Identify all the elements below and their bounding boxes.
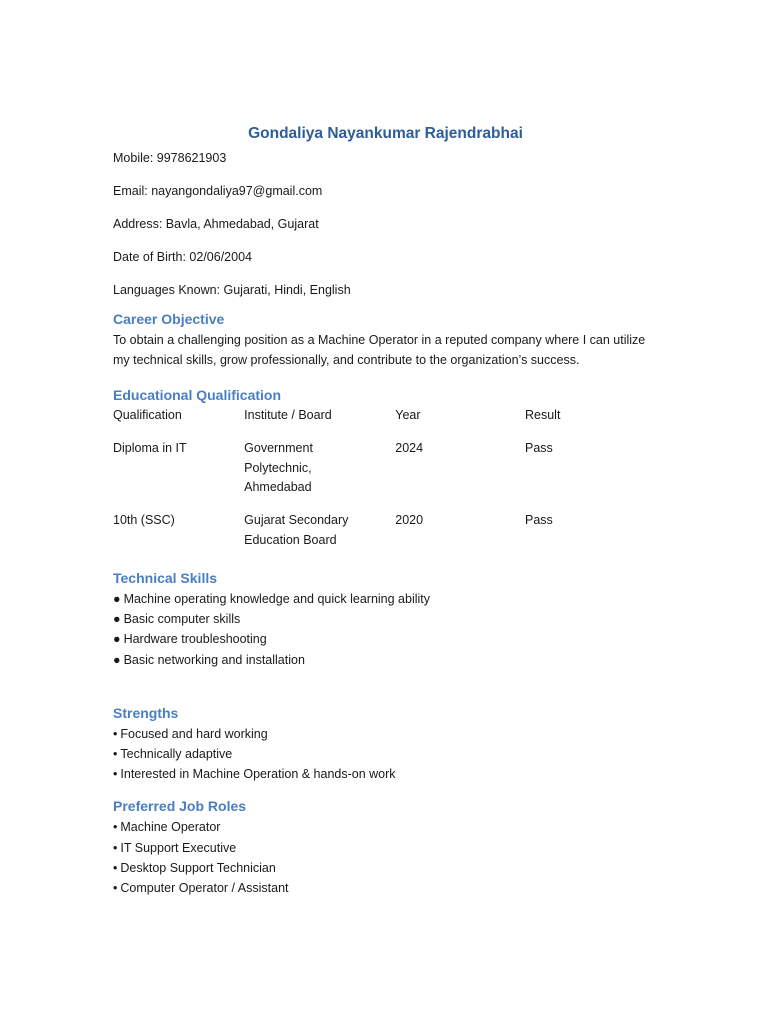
table-cell: Government Polytechnic, Ahmedabad — [244, 441, 313, 494]
table-cell: Diploma in IT — [113, 441, 187, 455]
list-item — [113, 878, 658, 898]
list-item-text: Focused and hard working — [120, 726, 268, 741]
candidate-name: Gondaliya Nayankumar Rajendrabhai — [248, 125, 523, 142]
column-header: Year — [395, 408, 421, 422]
technical-skills-heading: Technical Skills — [113, 570, 218, 586]
education-header-row — [113, 406, 658, 439]
education-table — [113, 406, 658, 569]
preferred-roles-heading: Preferred Job Roles — [113, 798, 247, 815]
list-item — [113, 589, 658, 609]
education-heading: Educational Qualification — [113, 387, 282, 403]
bullet-icon: • — [113, 820, 118, 835]
list-item — [113, 838, 658, 858]
bullet-icon: • — [113, 726, 118, 741]
bullet-icon: ● — [113, 632, 121, 647]
list-item — [113, 858, 658, 878]
dob-line: Date of Birth: 02/06/2004 — [113, 250, 252, 264]
bullet-icon: ● — [113, 652, 121, 667]
email-line: Email: nayangondaliya97@gmail.com — [113, 184, 323, 198]
bullet-icon: ● — [113, 592, 121, 606]
column-header: Qualification — [113, 408, 182, 422]
table-cell: 10th (SSC) — [113, 513, 175, 527]
list-item — [113, 724, 658, 744]
address-line: Address: Bavla, Ahmedabad, Gujarat — [113, 217, 319, 231]
preferred-roles-list — [113, 817, 658, 898]
list-item-text: Machine operating knowledge and quick learning ability — [123, 592, 431, 606]
career-objective-text: To obtain a challenging position as a Machine Operator in a reputed company where I can utilize my technical skills, grow professionally, and contribute to the organization’s success. — [113, 333, 646, 367]
table-cell: Pass — [524, 513, 553, 527]
table-row — [113, 511, 658, 569]
table-row — [113, 439, 658, 511]
list-item-text: Machine Operator — [120, 820, 221, 835]
list-item-text: Computer Operator / Assistant — [120, 881, 289, 896]
column-header: Institute / Board — [244, 408, 332, 422]
list-item-text: Basic computer skills — [123, 612, 241, 627]
list-item — [113, 650, 658, 670]
bullet-icon: • — [113, 747, 118, 762]
table-cell: Gujarat Secondary Education Board — [244, 513, 349, 547]
strengths-list — [113, 724, 658, 785]
list-item — [113, 609, 658, 629]
technical-skills-list — [113, 589, 658, 670]
list-item — [113, 817, 658, 837]
list-item-text: Interested in Machine Operation & hands-on work — [120, 767, 396, 782]
languages-line: Languages Known: Gujarati, Hindi, English — [113, 283, 351, 297]
list-item-text: Basic networking and installation — [123, 652, 305, 667]
list-item — [113, 764, 658, 784]
resume-page — [113, 124, 658, 898]
list-item-text: IT Support Executive — [120, 840, 237, 855]
list-item-text: Technically adaptive — [120, 747, 233, 762]
career-objective-heading: Career Objective — [113, 311, 225, 327]
strengths-heading: Strengths — [113, 704, 179, 721]
table-cell: Pass — [524, 441, 553, 455]
list-item-text: Hardware troubleshooting — [123, 632, 267, 647]
list-item-text: Desktop Support Technician — [120, 860, 276, 875]
list-item — [113, 744, 658, 764]
column-header: Result — [524, 408, 561, 422]
table-cell: 2020 — [395, 513, 424, 527]
list-item — [113, 629, 658, 649]
bullet-icon: • — [113, 767, 118, 782]
bullet-icon: • — [113, 881, 118, 896]
bullet-icon: ● — [113, 612, 121, 627]
bullet-icon: • — [113, 840, 118, 855]
mobile-line: Mobile: 9978621903 — [113, 151, 227, 165]
table-cell: 2024 — [395, 441, 424, 455]
bullet-icon: • — [113, 860, 118, 875]
